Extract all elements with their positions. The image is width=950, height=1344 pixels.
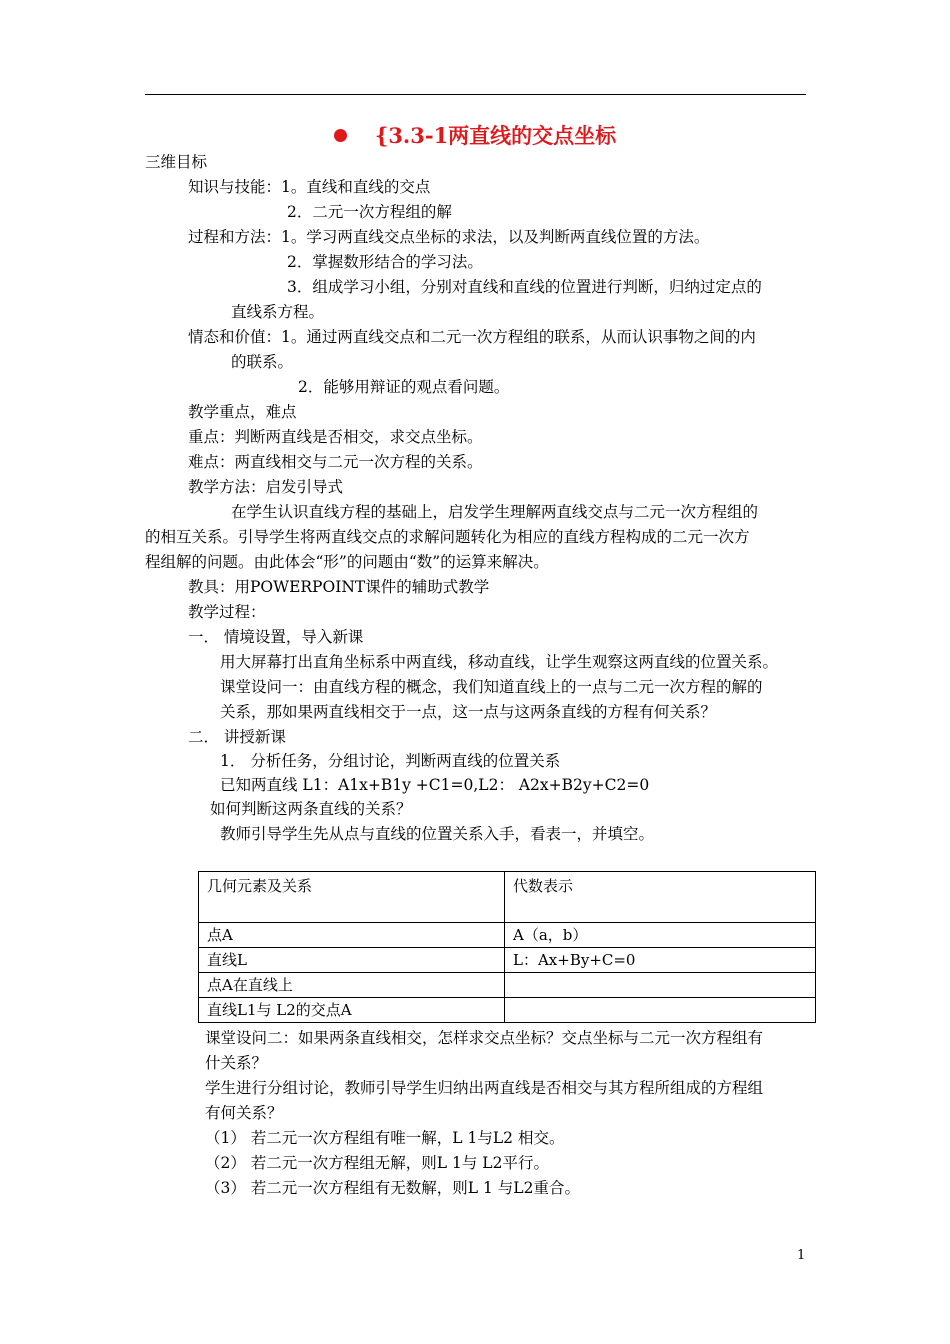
- text-line: 的联系。: [231, 353, 294, 371]
- text-line: 3．组成学习小组，分别对直线和直线的位置进行判断，归纳过定点的: [287, 278, 762, 296]
- table-cell: 直线L1与 L2的交点A: [199, 998, 505, 1023]
- text-line: 一． 情境设置，导入新课: [188, 628, 364, 646]
- table-header-cell: 代数表示: [505, 872, 816, 923]
- title-text: {3.3-1两直线的交点坐标: [374, 123, 617, 148]
- text-line: 过程和方法：1。学习两直线交点坐标的求法，以及判断两直线位置的方法。: [188, 228, 710, 246]
- text-line: 情态和价值：1。通过两直线交点和二元一次方程组的联系，从而认识事物之间的内: [188, 328, 756, 346]
- text-line: 的相互关系。引导学生将两直线交点的求解问题转化为相应的直线方程构成的二元一次方: [145, 528, 750, 546]
- text-line: 如何判断这两条直线的关系？: [210, 800, 412, 818]
- page-number: 1: [797, 1248, 806, 1263]
- text-line: （2） 若二元一次方程组无解，则L 1与 L2平行。: [205, 1154, 549, 1172]
- text-line: 教师引导学生先从点与直线的位置关系入手，看表一，并填空。: [220, 825, 655, 843]
- table-cell: 点A: [199, 923, 505, 948]
- text-line: 用大屏幕打出直角坐标系中两直线，移动直线，让学生观察这两直线的位置关系。: [220, 653, 779, 671]
- text-line: 教学过程：: [188, 603, 266, 621]
- table-cell: A（a，b）: [505, 923, 816, 948]
- text-line: 课堂设问二：如果两条直线相交，怎样求交点坐标？交点坐标与二元一次方程组有: [205, 1029, 764, 1047]
- text-line: 学生进行分组讨论，教师引导学生归纳出两直线是否相交与其方程所组成的方程组: [205, 1079, 764, 1097]
- header-rule: [145, 94, 806, 95]
- text-line: 课堂设问一：由直线方程的概念，我们知道直线上的一点与二元一次方程的解的: [220, 678, 763, 696]
- text-line: 重点：判断两直线是否相交，求交点坐标。: [188, 428, 483, 446]
- text-line: 在学生认识直线方程的基础上，启发学生理解两直线交点与二元一次方程组的: [231, 503, 759, 521]
- text-line: 二． 讲授新课: [188, 728, 286, 746]
- table-cell: [505, 973, 816, 998]
- text-line: （1） 若二元一次方程组有唯一解，L 1与L2 相交。: [205, 1129, 565, 1147]
- text-line: 教学方法：启发引导式: [188, 478, 344, 496]
- text-line: 1． 分析任务，分组讨论，判断两直线的位置关系: [220, 752, 561, 770]
- text-line: 2．能够用辩证的观点看问题。: [298, 378, 510, 396]
- table-cell: 点A在直线上: [199, 973, 505, 998]
- text-line: 三维目标: [145, 153, 208, 171]
- page-title: [0, 122, 950, 150]
- text-line: 教具：用POWERPOINT课件的辅助式教学: [188, 578, 490, 596]
- text-line: 教学重点，难点: [188, 403, 297, 421]
- table-row: [199, 998, 816, 1023]
- table-cell: [505, 998, 816, 1023]
- text-line: （3） 若二元一次方程组有无数解，则L 1 与L2重合。: [205, 1179, 580, 1197]
- text-line: 什关系？: [205, 1054, 268, 1072]
- table-header-row: [199, 872, 816, 923]
- text-line: 直线系方程。: [231, 303, 325, 321]
- table-row: [199, 923, 816, 948]
- table-row: [199, 973, 816, 998]
- table-cell: 直线L: [199, 948, 505, 973]
- text-line: 2．掌握数形结合的学习法。: [287, 253, 483, 271]
- bullet-icon: [334, 129, 347, 142]
- relation-table: [198, 871, 816, 1023]
- text-line: 关系，那如果两直线相交于一点，这一点与这两条直线的方程有何关系？: [220, 703, 717, 721]
- table-row: [199, 948, 816, 973]
- text-line: 难点：两直线相交与二元一次方程的关系。: [188, 453, 483, 471]
- text-line: 已知两直线 L1：A1x+B1y +C1=0,L2： A2x+B2y+C2=0: [220, 776, 650, 794]
- text-line: 有何关系？: [205, 1104, 283, 1122]
- text-line: 程组解的问题。由此体会“形”的问题由“数”的运算来解决。: [145, 553, 549, 571]
- table-header-cell: 几何元素及关系: [199, 872, 505, 923]
- table-cell: L：Ax+By+C=0: [505, 948, 816, 973]
- text-line: 知识与技能：1。直线和直线的交点: [188, 178, 431, 196]
- text-line: 2．二元一次方程组的解: [287, 203, 452, 221]
